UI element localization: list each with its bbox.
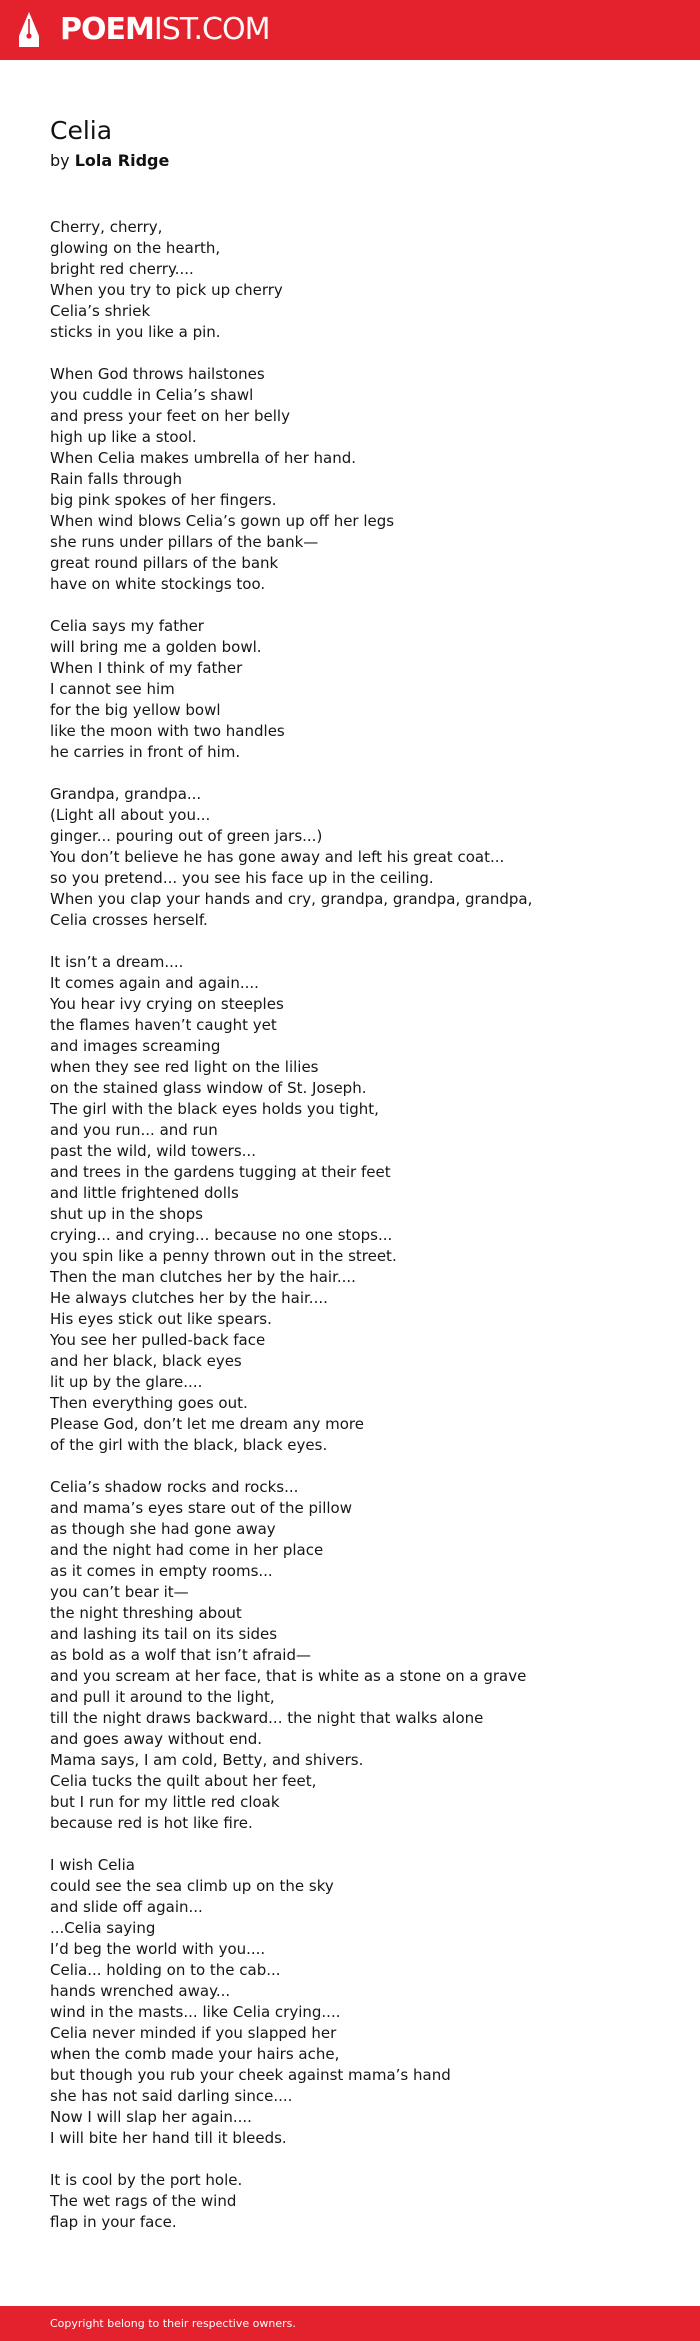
poem-line: Celia crosses herself. (50, 911, 208, 929)
poem-line: and images screaming (50, 1037, 221, 1055)
poem-line: Celia... holding on to the cab... (50, 1961, 281, 1979)
poem-line: past the wild, wild towers... (50, 1142, 256, 1160)
poem-line: It comes again and again.... (50, 974, 259, 992)
poem-line: When you clap your hands and cry, grandpa, grandpa, grandpa, (50, 890, 533, 908)
poem-line: bright red cherry.... (50, 260, 194, 278)
poem-line: wind in the masts... like Celia crying.... (50, 2003, 341, 2021)
poem-body (50, 217, 670, 2233)
poem-line: Celia says my father (50, 617, 204, 635)
poem-line: have on white stockings too. (50, 575, 266, 593)
stanza (50, 1477, 670, 1834)
logo-text-bold: POEM (60, 12, 154, 47)
pen-nib-icon (18, 10, 40, 50)
poem-line: when the comb made your hairs ache, (50, 2045, 340, 2063)
poem-line: Mama says, I am cold, Betty, and shivers. (50, 1751, 364, 1769)
poem-line: like the moon with two handles (50, 722, 285, 740)
poem-line: he carries in front of him. (50, 743, 241, 761)
poem-line: the night threshing about (50, 1604, 242, 1622)
poem-line: and press your feet on her belly (50, 407, 290, 425)
poem-line: big pink spokes of her fingers. (50, 491, 277, 509)
poem-line: so you pretend... you see his face up in the ceiling. (50, 869, 434, 887)
poem-line: crying... and crying... because no one stops... (50, 1226, 393, 1244)
poem-line: she has not said darling since.... (50, 2087, 293, 2105)
poem-line: Celia’s shadow rocks and rocks... (50, 1478, 299, 1496)
copyright-text: Copyright belong to their respective owners. (50, 2317, 296, 2330)
poem-line: Celia’s shriek (50, 302, 151, 320)
site-header (0, 0, 700, 60)
poem-line: hands wrenched away... (50, 1982, 231, 2000)
poem-line: and mama’s eyes stare out of the pillow (50, 1499, 352, 1517)
poem-line: on the stained glass window of St. Joseph. (50, 1079, 367, 1097)
stanza (50, 1855, 670, 2149)
poem-line: It is cool by the port hole. (50, 2171, 243, 2189)
poem-line: You see her pulled-back face (50, 1331, 266, 1349)
poem-line: Rain falls through (50, 470, 183, 488)
stanza (50, 616, 670, 763)
poem-line: and little frightened dolls (50, 1184, 239, 1202)
poem-line: I’d beg the world with you.... (50, 1940, 266, 1958)
poem-line: His eyes stick out like spears. (50, 1310, 272, 1328)
poem-line: great round pillars of the bank (50, 554, 279, 572)
poem-line: (Light all about you... (50, 806, 211, 824)
stanza (50, 784, 670, 931)
site-logo[interactable] (18, 10, 269, 50)
poem-line: ginger... pouring out of green jars...) (50, 827, 323, 845)
poem-line: till the night draws backward... the night that walks alone (50, 1709, 484, 1727)
poem-line: I will bite her hand till it bleeds. (50, 2129, 287, 2147)
site-footer (0, 2306, 700, 2341)
poem-line: but though you rub your cheek against mama’s hand (50, 2066, 451, 2084)
poem-line: and you run... and run (50, 1121, 218, 1139)
poem-line: because red is hot like fire. (50, 1814, 253, 1832)
poem-line: He always clutches her by the hair.... (50, 1289, 328, 1307)
poem-line: and trees in the gardens tugging at their feet (50, 1163, 391, 1181)
poem-line: and lashing its tail on its sides (50, 1625, 278, 1643)
poem-line: The wet rags of the wind (50, 2192, 237, 2210)
poem-line: Please God, don’t let me dream any more (50, 1415, 364, 1433)
poem-line: sticks in you like a pin. (50, 323, 221, 341)
poem-line: as bold as a wolf that isn’t afraid— (50, 1646, 311, 1664)
poem-line: glowing on the hearth, (50, 239, 221, 257)
poem-title: Celia (50, 116, 113, 145)
poem-line: the flames haven’t caught yet (50, 1016, 277, 1034)
stanza (50, 952, 670, 1456)
poem-line: Grandpa, grandpa... (50, 785, 202, 803)
poem-line: high up like a stool. (50, 428, 197, 446)
poem-line: I wish Celia (50, 1856, 135, 1874)
poem-line: When Celia makes umbrella of her hand. (50, 449, 356, 467)
poem-line: and goes away without end. (50, 1730, 262, 1748)
poem-line: Cherry, cherry, (50, 218, 163, 236)
poem-line: Celia tucks the quilt about her feet, (50, 1772, 317, 1790)
poem-line: will bring me a golden bowl. (50, 638, 262, 656)
poem-container (50, 115, 670, 2254)
poem-line: as though she had gone away (50, 1520, 276, 1538)
byline (50, 150, 670, 172)
poem-line: you can’t bear it— (50, 1583, 189, 1601)
poem-line: The girl with the black eyes holds you tight, (50, 1100, 379, 1118)
poem-line: Then everything goes out. (50, 1394, 248, 1412)
poem-line: Then the man clutches her by the hair.... (50, 1268, 356, 1286)
poem-line: and her black, black eyes (50, 1352, 242, 1370)
poem-line: and slide off again... (50, 1898, 203, 1916)
poem-line: Now I will slap her again.... (50, 2108, 252, 2126)
poem-line: as it comes in empty rooms... (50, 1562, 273, 1580)
stanza (50, 364, 670, 595)
poem-line: It isn’t a dream.... (50, 953, 184, 971)
poem-line: you spin like a penny thrown out in the street. (50, 1247, 397, 1265)
poem-line: When wind blows Celia’s gown up off her legs (50, 512, 395, 530)
logo-text-light: IST.COM (153, 12, 270, 47)
poem-line: When God throws hailstones (50, 365, 265, 383)
poem-line: could see the sea climb up on the sky (50, 1877, 334, 1895)
stanza (50, 2170, 670, 2233)
poem-line: shut up in the shops (50, 1205, 203, 1223)
poem-line: and you scream at her face, that is white as a stone on a grave (50, 1667, 527, 1685)
poem-line: when they see red light on the lilies (50, 1058, 319, 1076)
poem-line: of the girl with the black, black eyes. (50, 1436, 328, 1454)
poem-line: flap in your face. (50, 2213, 177, 2231)
poem-line: ...Celia saying (50, 1919, 156, 1937)
poem-line: You don’t believe he has gone away and left his great coat... (50, 848, 505, 866)
poem-line: she runs under pillars of the bank— (50, 533, 319, 551)
poem-line: Celia never minded if you slapped her (50, 2024, 337, 2042)
poem-line: but I run for my little red cloak (50, 1793, 280, 1811)
poem-line: When you try to pick up cherry (50, 281, 283, 299)
by-label: by (50, 151, 70, 170)
poem-line: and pull it around to the light, (50, 1688, 275, 1706)
poem-line: When I think of my father (50, 659, 243, 677)
logo-text (60, 10, 269, 50)
poem-line: You hear ivy crying on steeples (50, 995, 284, 1013)
poem-line: for the big yellow bowl (50, 701, 221, 719)
poem-line: I cannot see him (50, 680, 175, 698)
poem-line: lit up by the glare.... (50, 1373, 203, 1391)
poem-line: you cuddle in Celia’s shawl (50, 386, 254, 404)
stanza (50, 217, 670, 343)
poem-line: and the night had come in her place (50, 1541, 324, 1559)
author-name[interactable]: Lola Ridge (74, 151, 170, 170)
